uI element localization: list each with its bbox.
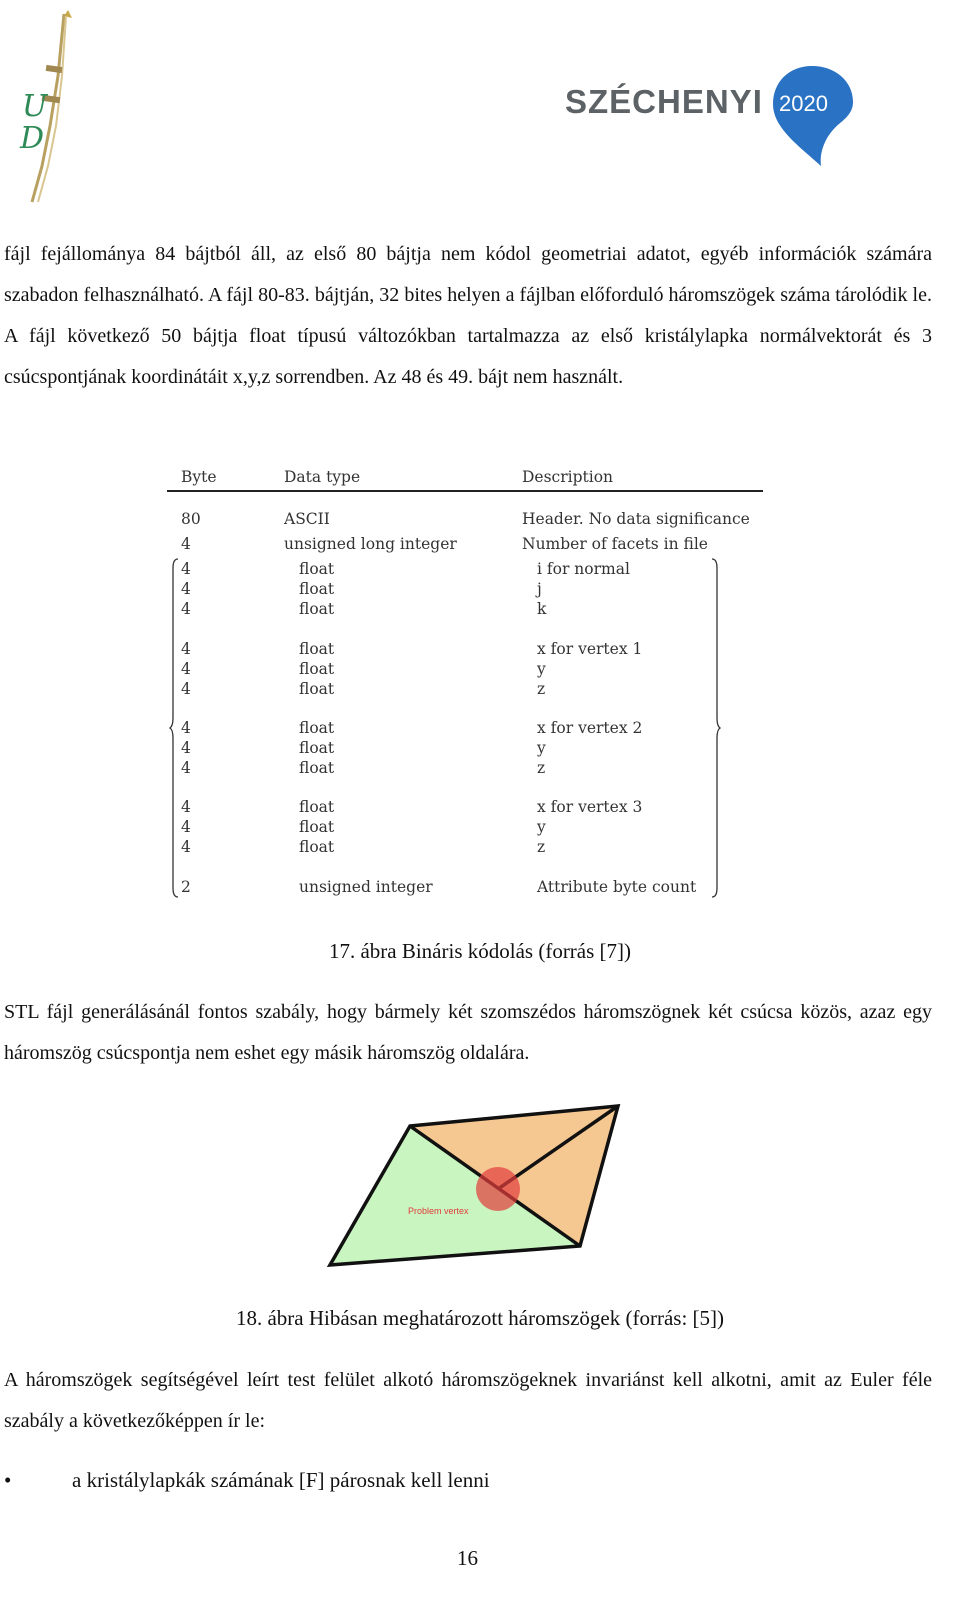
table-cell-byte: 4	[181, 838, 191, 856]
svg-text:D: D	[20, 121, 45, 156]
table-cell-description: i for normal	[537, 560, 630, 578]
table-cell-data-type: ASCII	[284, 510, 330, 528]
right-brace-icon	[711, 558, 721, 898]
table-cell-data-type: float	[299, 660, 335, 678]
university-logo-emblem	[6, 6, 80, 206]
figure-18-caption: 18. ábra Hibásan meghatározott háromszögek (forrás: [5])	[235, 1306, 725, 1330]
table-cell-data-type: float	[299, 719, 335, 737]
table-cell-description: x for vertex 1	[537, 640, 643, 658]
table-cell-byte: 4	[181, 680, 191, 698]
table-cell-byte: 4	[181, 719, 191, 737]
left-brace-icon	[169, 558, 179, 898]
figure-binary-stl-table	[165, 462, 770, 907]
table-cell-description: z	[537, 680, 546, 698]
bullet-text: a kristálylapkák számának [F] párosnak kell lenni	[72, 1468, 490, 1492]
table-cell-description: y	[537, 660, 546, 678]
table-cell-data-type: unsigned integer	[299, 878, 433, 896]
table-cell-byte: 4	[181, 759, 191, 777]
table-cell-data-type: float	[299, 580, 335, 598]
table-cell-byte: 4	[181, 739, 191, 757]
table-cell-byte: 80	[181, 510, 201, 528]
table-cell-data-type: float	[299, 798, 335, 816]
table-cell-data-type: float	[299, 759, 335, 777]
table-cell-data-type: float	[299, 838, 335, 856]
szechenyi-wordmark: SZÉCHENYI	[565, 83, 763, 120]
svg-text:U: U	[22, 89, 48, 124]
problem-vertex-label: Problem vertex	[408, 1206, 469, 1216]
table-cell-description: z	[537, 759, 546, 777]
table-cell-byte: 4	[181, 660, 191, 678]
bullet-marker: •	[4, 1468, 12, 1492]
year-text: 2020	[779, 91, 828, 116]
table-cell-byte: 4	[181, 535, 191, 553]
table-cell-description: j	[537, 580, 542, 598]
triangles-diagram	[322, 1100, 632, 1275]
paragraph-stl-rule: STL fájl generálásánál fontos szabály, hogy bármely két szomszédos háromszögnek két csúcsa közös, azaz egy háromszög csúcspontja nem eshet egy másik háromszög oldalára.	[4, 1001, 932, 1064]
table-cell-byte: 4	[181, 560, 191, 578]
table-cell-description: y	[537, 818, 546, 836]
paragraph-euler-rule: A háromszögek segítségével leírt test felület alkotó háromszögeknek invariánst kell alkotni, amit az Euler féle szabály a következőképpen ír le:	[4, 1369, 932, 1432]
page-number: 16	[457, 1546, 478, 1570]
university-logo	[6, 6, 80, 206]
table-cell-description: Header. No data significance	[522, 510, 750, 528]
szechenyi-2020-logo	[565, 64, 855, 168]
table-cell-description: z	[537, 838, 546, 856]
column-header-description: Description	[522, 468, 614, 486]
table-cell-byte: 2	[181, 878, 191, 896]
table-cell-data-type: float	[299, 818, 335, 836]
table-cell-byte: 4	[181, 798, 191, 816]
table-cell-description: y	[537, 739, 546, 757]
table-cell-data-type: float	[299, 600, 335, 618]
figure-problem-vertex-diagram	[322, 1100, 632, 1275]
table-cell-data-type: float	[299, 640, 335, 658]
table-cell-data-type: float	[299, 560, 335, 578]
table-cell-description: k	[537, 600, 547, 618]
column-header-byte: Byte	[181, 468, 217, 486]
table-cell-description: Number of facets in file	[522, 535, 708, 553]
table-cell-description: x for vertex 2	[537, 719, 643, 737]
location-pin-icon	[769, 64, 855, 168]
table-cell-data-type: float	[299, 739, 335, 757]
table-cell-data-type: unsigned long integer	[284, 535, 457, 553]
problem-vertex-marker	[476, 1167, 520, 1211]
paragraph-stl-header: fájl fejállománya 84 bájtból áll, az első 80 bájtja nem kódol geometriai adatot, egyéb információk számára szabadon felhasználható. A fájl 80-83. bájtján, 32 bites helyen a fájlban előforduló háromszögek száma tárolódik le. A fájl következő 50 bájtja float típusú változókban tartalmazza az első kristálylapka normálvektorát és 3 csúcspontjának koordinátáit x,y,z sorrendben. Az 48 és 49. bájt nem használt.	[4, 243, 932, 388]
column-header-data-type: Data type	[284, 468, 361, 486]
table-cell-description: Attribute byte count	[537, 878, 697, 896]
table-cell-byte: 4	[181, 600, 191, 618]
table-cell-byte: 4	[181, 818, 191, 836]
table-cell-description: x for vertex 3	[537, 798, 643, 816]
table-cell-data-type: float	[299, 680, 335, 698]
figure-17-caption: 17. ábra Bináris kódolás (forrás [7])	[328, 939, 632, 963]
header-divider	[167, 490, 763, 492]
table-cell-byte: 4	[181, 580, 191, 598]
table-cell-byte: 4	[181, 640, 191, 658]
